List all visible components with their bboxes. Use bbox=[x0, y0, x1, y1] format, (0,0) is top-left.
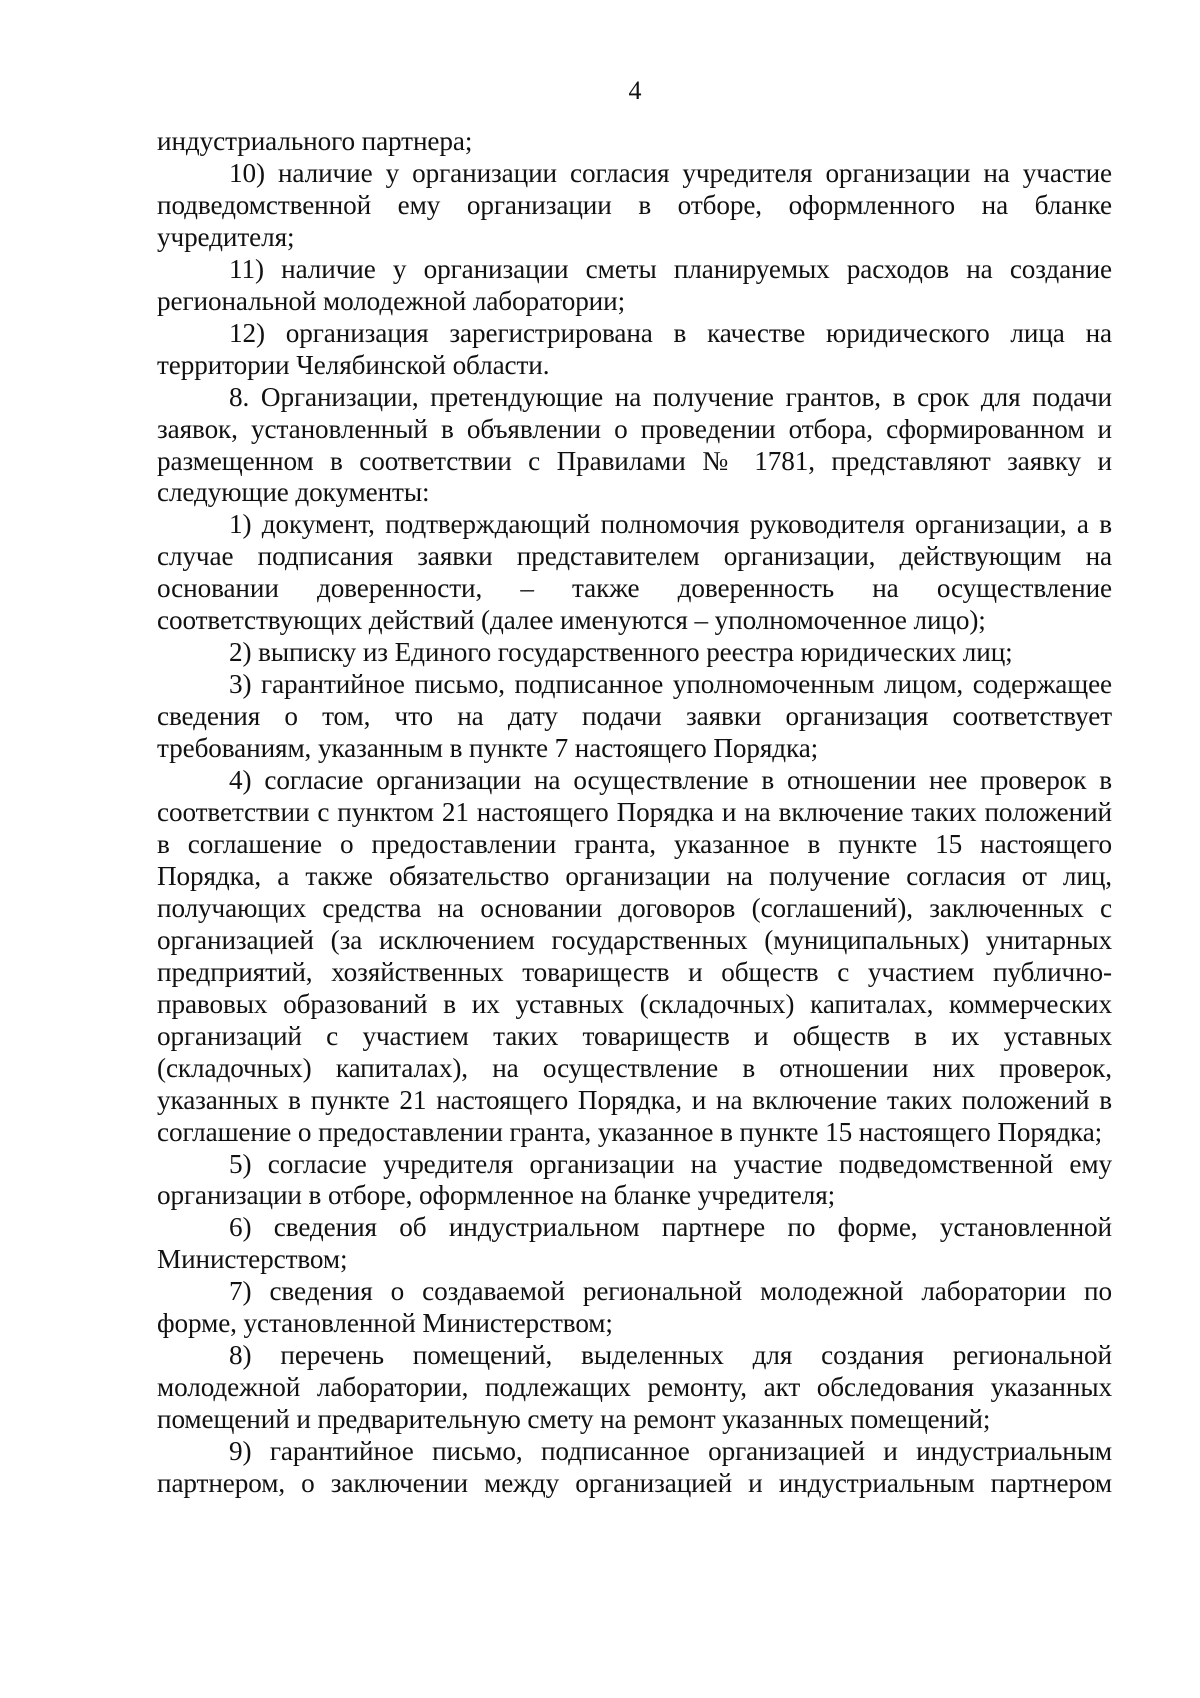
paragraph-document-9: 9) гарантийное письмо, подписанное организацией и индустриальным партнером, о заключении между организацией и индустриальным партнером bbox=[157, 1436, 1112, 1499]
paragraph-document-7: 7) сведения о создаваемой региональной молодежной лаборатории по форме, установленной Министерством; bbox=[157, 1276, 1112, 1339]
paragraph-continuation: индустриального партнера; bbox=[157, 126, 473, 156]
page-number: 4 bbox=[628, 76, 642, 105]
paragraph-document-5: 5) согласие учредителя организации на участие подведомственной ему организации в отборе, оформленное на бланке учредителя; bbox=[157, 1148, 1112, 1211]
paragraph-document-6: 6) сведения об индустриальном партнере по форме, установленной Министерством; bbox=[157, 1212, 1112, 1275]
paragraph-document-4: 4) согласие организации на осуществление в отношении нее проверок в соответствии с пунктом 21 настоящего Порядка и на включение таких положений в соглашение о предоставлении гранта, указанное в пункте 15 настоящего Порядка, а также обязательство организации на получение согласия от лиц, получающих средства на основании договоров (соглашений), заключенных с организацией (за исключением государственных (муниципальных) унитарных предприятий, хозяйственных товариществ и обществ с участием публично-правовых образований в их уставных (складочных) капиталах, коммерческих организаций с участием таких товариществ и обществ в их уставных (складочных) капиталах), на осуществление в отношении них проверок, указанных в пункте 21 настоящего Порядка, и на включение таких положений в соглашение о предоставлении гранта, указанное в пункте 15 настоящего Порядка; bbox=[157, 765, 1112, 1147]
paragraph-item-11: 11) наличие у организации сметы планируемых расходов на создание региональной молодежной лаборатории; bbox=[157, 253, 1112, 316]
paragraph-document-1: 1) документ, подтверждающий полномочия руководителя организации, а в случае подписания заявки представителем организации, действующим на основании доверенности, – также доверенность на осуществление соответствующих действий (далее именуются – уполномоченное лицо); bbox=[157, 509, 1112, 636]
paragraph-document-2: 2) выписку из Единого государственного реестра юридических лиц; bbox=[229, 637, 1013, 668]
paragraph-document-8: 8) перечень помещений, выделенных для создания региональной молодежной лаборатории, подлежащих ремонту, акт обследования указанных помещений и предварительную смету на ремонт указанных помещений; bbox=[157, 1340, 1112, 1435]
paragraph-section-8: 8. Организации, претендующие на получение грантов, в срок для подачи заявок, установленный в объявлении о проведении отбора, сформированном и размещенном в соответствии с Правилами № 1781, представляют заявку и следующие документы: bbox=[157, 381, 1112, 508]
document-body bbox=[157, 126, 1112, 1500]
paragraph-item-12: 12) организация зарегистрирована в качестве юридического лица на территории Челябинской области. bbox=[157, 317, 1112, 380]
paragraph-document-3: 3) гарантийное письмо, подписанное уполномоченным лицом, содержащее сведения о том, что на дату подачи заявки организация соответствует требованиям, указанным в пункте 7 настоящего Порядка; bbox=[157, 669, 1112, 764]
paragraph-item-10: 10) наличие у организации согласия учредителя организации на участие подведомственной ему организации в отборе, оформленного на бланке учредителя; bbox=[157, 157, 1112, 252]
